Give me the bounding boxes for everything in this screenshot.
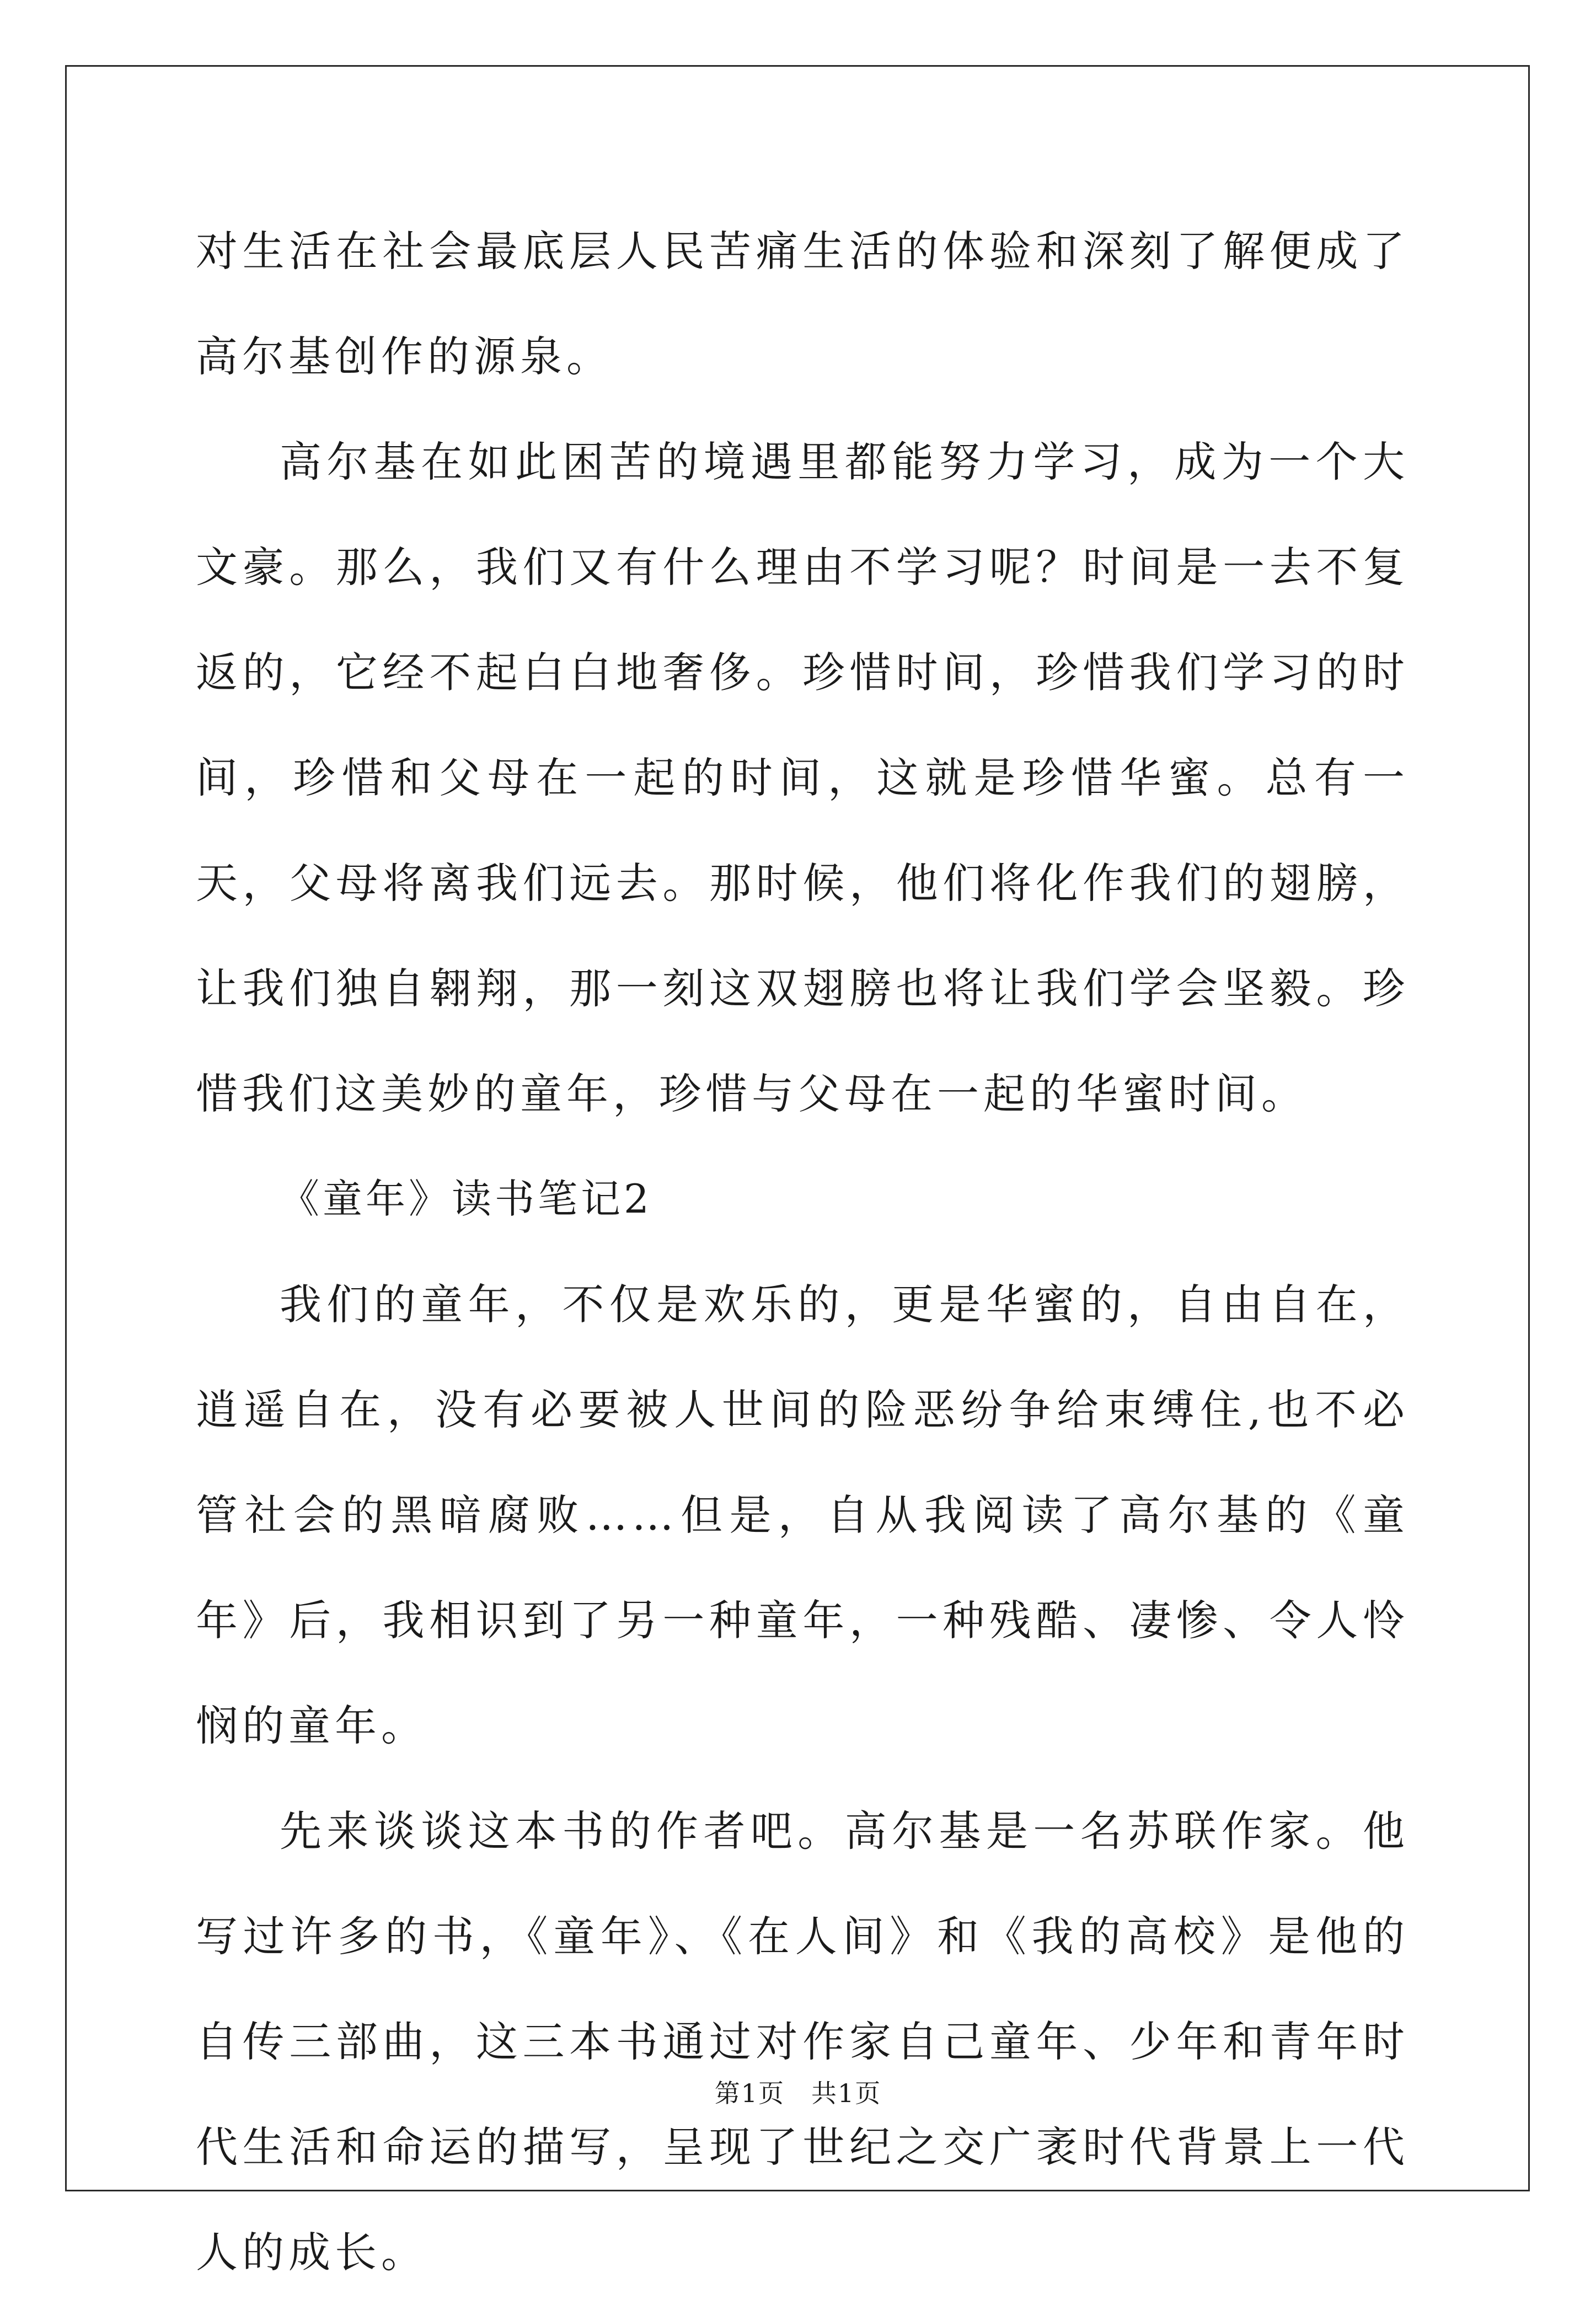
page-footer: [0, 2073, 1596, 2110]
paragraph-3: 我们的童年，不仅是欢乐的，更是华蜜的，自由自在，逍遥自在，没有必要被人世间的险恶纷争给束缚住,也不必管社会的黑暗腐败……但是，自从我阅读了高尔基的《童年》后，我相识到了另一种童年，一种残酷、凄惨、令人怜悯的童年。: [196, 1280, 1409, 1750]
document-body: [196, 199, 1409, 2305]
paragraph-2: 高尔基在如此困苦的境遇里都能努力学习，成为一个大文豪。那么，我们又有什么理由不学习呢？时间是一去不复返的，它经不起白白地奢侈。珍惜时间，珍惜我们学习的时间，珍惜和父母在一起的时间，这就是珍惜华蜜。总有一天，父母将离我们远去。那时候，他们将化作我们的翅膀，让我们独自翱翔，那一刻这双翅膀也将让我们学会坚毅。珍惜我们这美妙的童年，珍惜与父母在一起的华蜜时间。: [196, 437, 1409, 1118]
section-heading: 《童年》读书笔记2: [280, 1176, 652, 1222]
paragraph-4: 先来谈谈这本书的作者吧。高尔基是一名苏联作家。他写过许多的书，《童年》、《在人间》和《我的高校》是他的自传三部曲，这三本书通过对作家自己童年、少年和青年时代生活和命运的描写，呈现了世纪之交广袤时代背景上一代人的成长。: [196, 1807, 1409, 2277]
paragraph-1: 对生活在社会最底层人民苦痛生活的体验和深刻了解便成了高尔基创作的源泉。: [196, 227, 1409, 381]
page-number: 第1页: [714, 2078, 785, 2108]
page-total: 共1页: [811, 2078, 882, 2108]
